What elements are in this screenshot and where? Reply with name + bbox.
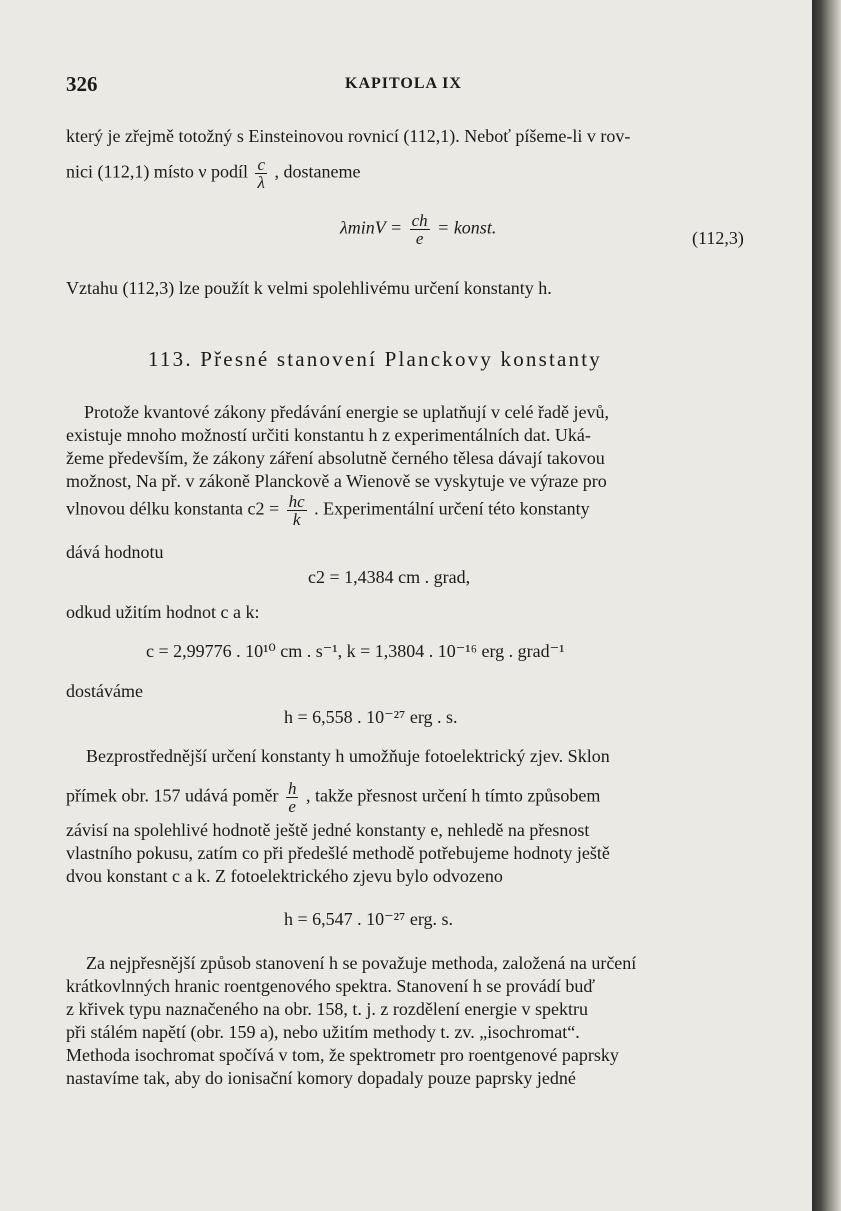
text-line: krátkovlnných hranic roentgenového spektra. Stanovení h se provádí buď: [66, 976, 595, 996]
section-title: 113. Přesné stanovení Planckovy konstanty: [148, 347, 602, 371]
text-line: Vztahu (112,3) lze použít k velmi spolehlivému určení konstanty h.: [66, 278, 552, 298]
equation-lhs: λminV =: [340, 217, 403, 238]
fraction-denominator: k: [292, 510, 301, 529]
text-line: možnost, Na př. v zákoně Planckově a Wienově se vyskytuje ve výraze pro: [66, 471, 607, 491]
text-fragment: vlnovou délku konstanta c2 =: [66, 498, 280, 519]
equation-constants: c = 2,99776 . 10¹⁰ cm . s⁻¹, k = 1,3804 . 10⁻¹⁶ erg . grad⁻¹: [146, 641, 565, 661]
text-line: z křivek typu naznačeného na obr. 158, t. j. z rozdělení energie v spektru: [66, 999, 588, 1019]
text-fragment: , dostaneme: [274, 161, 361, 182]
text-line: [66, 156, 361, 191]
text-line: nastavíme tak, aby do ionisační komory dopadaly pouze paprsky jedné: [66, 1068, 576, 1088]
equation-rhs: = konst.: [437, 217, 497, 238]
text-line: žeme především, že zákony záření absolutně černého tělesa dávají takovou: [66, 448, 605, 468]
text-fragment: nici (112,1) místo ν podíl: [66, 161, 248, 182]
page-number: 326: [66, 72, 98, 96]
text-line: existuje mnoho možností určiti konstantu h z experimentálních dat. Uká-: [66, 425, 591, 445]
fraction-c-over-lambda: [255, 156, 267, 191]
fraction-numerator: ch: [411, 211, 428, 230]
fraction-ch-over-e: [410, 212, 430, 247]
fraction-denominator: e: [288, 797, 296, 816]
fraction-hc-over-k: [287, 493, 307, 528]
fraction-denominator: e: [415, 229, 424, 248]
text-fragment: , takže přesnost určení h tímto způsobem: [305, 785, 601, 806]
fraction-numerator: c: [257, 155, 266, 174]
book-spine-edge: [812, 0, 841, 1211]
text-line: Methoda isochromat spočívá v tom, že spektrometr pro roentgenové paprsky: [66, 1045, 619, 1065]
text-line: Za nejpřesnější způsob stanovení h se považuje methoda, založená na určení: [86, 953, 637, 973]
equation-label: (112,3): [692, 228, 744, 248]
text-fragment: přímek obr. 157 udává poměr: [66, 785, 279, 806]
text-line: vlastního pokusu, zatím co při předešlé methodě potřebujeme hodnoty ještě: [66, 843, 610, 863]
text-line: závisí na spolehlivé hodnotě ještě jedné konstanty e, nehledě na přesnost: [66, 820, 590, 840]
text-fragment: Protože kvantové zákony předávání energie se uplatňují v celé řadě jevů,: [84, 402, 609, 422]
equation-112-3: [340, 212, 496, 247]
equation-h-value-2: h = 6,547 . 10⁻²⁷ erg. s.: [284, 909, 453, 929]
text-line: [66, 493, 590, 528]
text-line: při stálém napětí (obr. 159 a), nebo užitím methody t. zv. „isochromat“.: [66, 1022, 580, 1042]
equation-h-value-1: h = 6,558 . 10⁻²⁷ erg . s.: [284, 707, 458, 727]
text-line: odkud užitím hodnot c a k:: [66, 602, 260, 622]
fraction-denominator: λ: [257, 173, 265, 192]
fraction-numerator: h: [287, 779, 297, 798]
fraction-h-over-e: [286, 780, 299, 815]
text-line: který je zřejmě totožný s Einsteinovou rovnicí (112,1). Neboť píšeme-li v rov-: [66, 126, 631, 146]
text-line: dvou konstant c a k. Z fotoelektrického zjevu bylo odvozeno: [66, 866, 503, 886]
text-line: [66, 780, 600, 815]
text-line: dostáváme: [66, 681, 143, 701]
text-line: [66, 401, 756, 423]
fraction-numerator: hc: [288, 492, 305, 511]
chapter-title: KAPITOLA IX: [345, 75, 462, 92]
text-fragment: . Experimentální určení této konstanty: [314, 498, 590, 519]
equation-c2: c2 = 1,4384 cm . grad,: [308, 567, 471, 587]
text-line: Bezprostřednější určení konstanty h umožňuje fotoelektrický zjev. Sklon: [86, 746, 610, 766]
text-line: dává hodnotu: [66, 542, 164, 562]
